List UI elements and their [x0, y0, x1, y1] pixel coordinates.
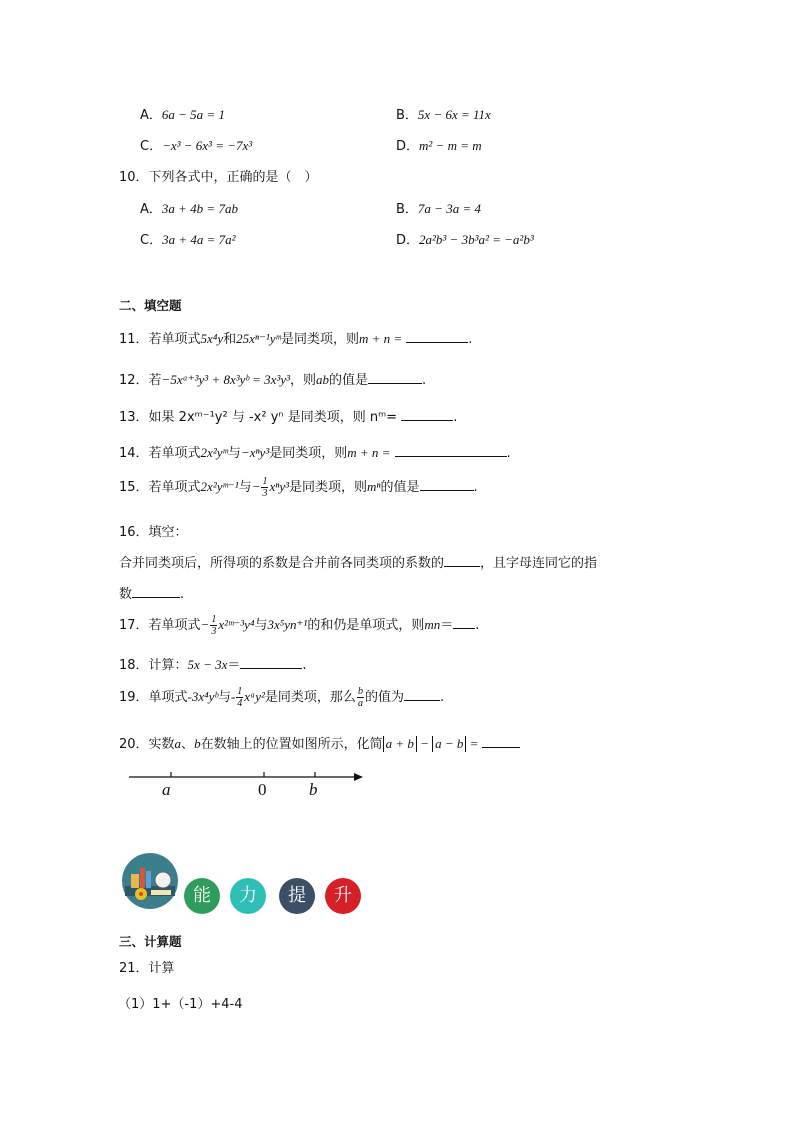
absolute-value: a + b: [383, 736, 417, 752]
fraction: $\frac{1}{3}$: [262, 476, 268, 499]
q10-option-c: C．3a + 4a = 7a²: [140, 232, 236, 248]
question-17: 17．若单项式− $\frac{1}{3}$ x²ᵐ⁻³y⁴与3x⁵yn⁺¹的和仍是单项式，则mn＝ .: [119, 614, 480, 637]
answer-blank[interactable]: [395, 444, 507, 457]
banner-circle-2: 力: [230, 878, 266, 914]
question-11: 11．若单项式5x⁴y和25xⁿ⁻¹yᵐ是同类项，则m + n = .: [119, 331, 473, 347]
section-title-fill-in: 二、填空题: [119, 298, 182, 313]
question-19: 19．单项式-3x⁴yᵇ与- $\frac{1}{4}$ xᵃy²是同类项，那么 $\frac{b}{a}$ 的值为 .: [119, 686, 445, 709]
question-12: 12．若−5xᵃ⁺³y³ + 8x³yᵇ = 3x³y³，则ab的值是 .: [119, 372, 427, 388]
answer-blank[interactable]: [420, 478, 474, 491]
answer-blank[interactable]: [368, 371, 422, 384]
fraction: $\frac{1}{3}$: [211, 614, 217, 637]
school-supplies-icon: [121, 852, 179, 910]
banner-circle-1: 能: [184, 878, 220, 914]
question-16-stem: 16．填空：: [119, 525, 188, 540]
question-14: 14．若单项式2x²yᵐ与−xⁿy³是同类项，则m + n = .: [119, 445, 511, 461]
question-15: 15．若单项式2x²yᵐ⁻¹与− $\frac{1}{3}$ xⁿy³是同类项，则mⁿ的值是 .: [119, 476, 478, 499]
number-line-arrow: [354, 773, 363, 781]
q9-option-d: D．m² − m = m: [396, 138, 482, 154]
answer-blank[interactable]: [404, 688, 440, 701]
question-21-stem: 21．计算: [119, 961, 175, 976]
q10-option-b: B．7a − 3a = 4: [396, 201, 481, 217]
fraction-b-over-a: $\frac{b}{a}$: [357, 686, 363, 709]
absolute-value: a − b: [432, 736, 466, 752]
question-20: 20．实数a、b在数轴上的位置如图所示，化简 a + b − a − b =: [119, 733, 520, 752]
banner-circle-4: 升: [325, 878, 361, 914]
question-18: 18．计算：5x − 3x＝ .: [119, 657, 307, 673]
answer-blank[interactable]: [453, 616, 475, 629]
question-16-line-2: 数 .: [119, 587, 185, 602]
q10-option-d: D．2a²b³ − 3b³a² = −a²b³: [396, 232, 534, 248]
number-line-label-b: b: [309, 780, 318, 799]
fraction: $\frac{1}{4}$: [237, 686, 243, 709]
answer-blank[interactable]: [444, 554, 480, 567]
number-line-label-a: a: [162, 780, 171, 799]
answer-blank[interactable]: [406, 330, 468, 343]
q9-option-c: C．−x³ − 6x³ = −7x³: [140, 138, 253, 154]
number-line-label-zero: 0: [258, 780, 267, 799]
q10-option-a: A．3a + 4b = 7ab: [140, 201, 238, 217]
banner-circle-3: 提: [279, 878, 315, 914]
question-13: 13．如果 2xᵐ⁻¹y² 与 -x² yⁿ 是同类项，则 nᵐ= .: [119, 410, 458, 425]
q10-stem: 10．下列各式中，正确的是（ ）: [119, 170, 318, 185]
answer-blank[interactable]: [240, 656, 302, 669]
section-title-calculation: 三、计算题: [119, 934, 182, 949]
q9-option-a: A．6a − 5a = 1: [140, 107, 225, 123]
answer-blank[interactable]: [132, 585, 180, 598]
answer-blank[interactable]: [401, 408, 453, 421]
q9-option-b: B．5x − 6x = 11x: [396, 107, 491, 123]
question-16-line-1: 合并同类项后，所得项的系数是合并前各同类项的系数的 ，且字母连同它的指: [119, 556, 598, 571]
answer-blank[interactable]: [482, 735, 520, 748]
question-21-part-1: （1）1+（-1）+4-4: [118, 997, 243, 1012]
